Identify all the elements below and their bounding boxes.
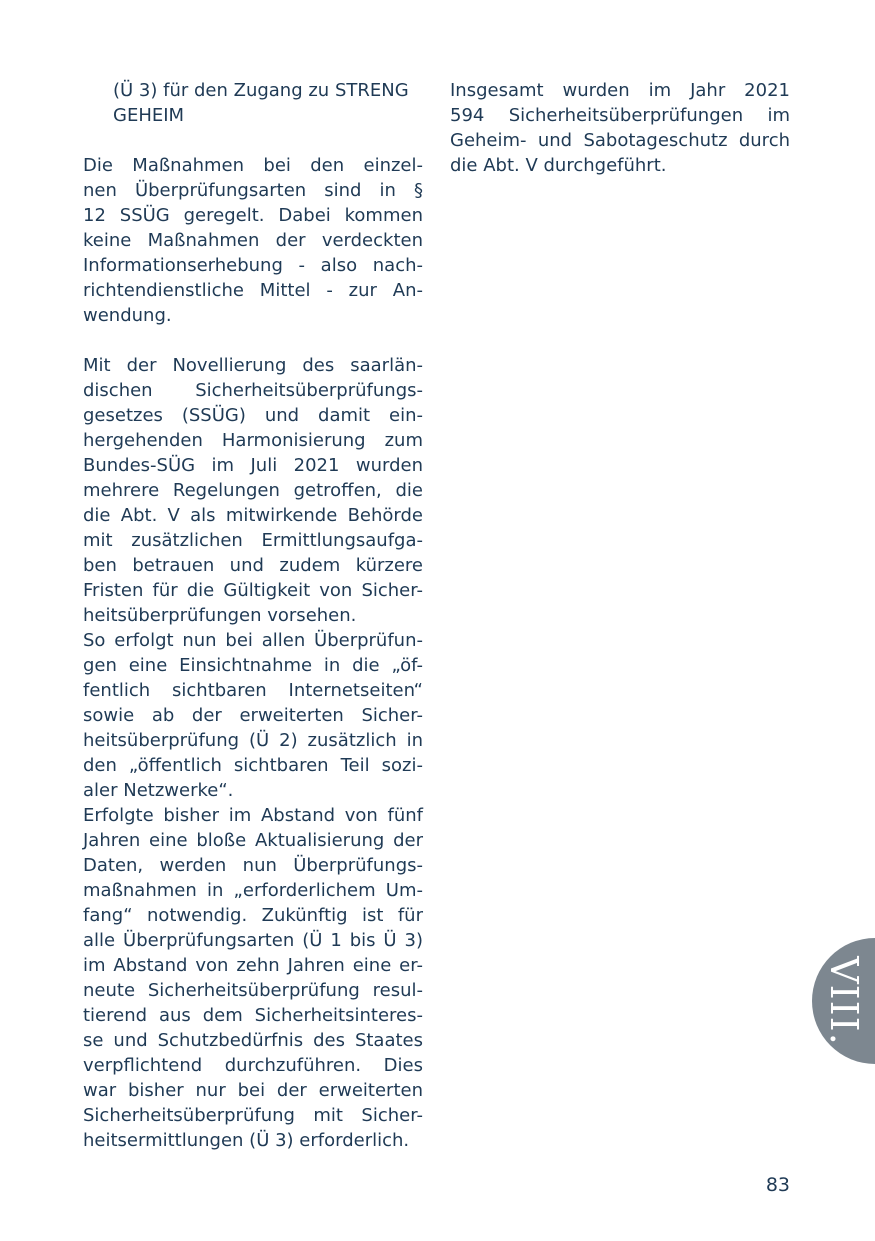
text-line: Daten, werden nun Überprüfungs- xyxy=(83,855,423,876)
chapter-label xyxy=(812,938,875,1064)
text-line: 594 Sicherheitsüberprüfungen im xyxy=(450,105,790,126)
text-line: tierend aus dem Sicherheitsinteres- xyxy=(83,1005,423,1026)
text-line: aler Netzwerke“. xyxy=(83,780,234,801)
text-line: Die Maßnahmen bei den einzel- xyxy=(83,155,423,176)
paragraph-measures xyxy=(83,153,423,328)
text-line: Informationserhebung - also nach- xyxy=(83,255,423,276)
paragraph-amendment xyxy=(83,353,423,628)
paragraph-intro-continuation xyxy=(83,78,423,128)
text-line: Geheim- und Sabotageschutz durch xyxy=(450,130,790,151)
text-line: fentlich sichtbaren Internetseiten“ xyxy=(83,680,423,701)
text-line: hergehenden Harmonisierung zum xyxy=(83,430,423,451)
text-line: (Ü 3) für den Zugang zu STRENG xyxy=(113,80,409,101)
text-line: Fristen für die Gültigkeit von Sicher- xyxy=(83,580,423,601)
text-line: GEHEIM xyxy=(113,105,185,126)
paragraph-internet-check xyxy=(83,628,423,803)
text-line: wendung. xyxy=(83,305,172,326)
text-line: se und Schutzbedürfnis des Staates xyxy=(83,1030,423,1051)
paragraph-repeat-check xyxy=(83,803,423,1153)
text-line: heitsermittlungen (Ü 3) erforderlich. xyxy=(83,1130,410,1151)
text-line: heitsüberprüfungen vorsehen. xyxy=(83,605,357,626)
left-column xyxy=(83,78,423,1153)
text-line: gesetzes (SSÜG) und damit ein- xyxy=(83,405,423,426)
text-line: richtendienstliche Mittel - zur An- xyxy=(83,280,423,301)
page-number: 83 xyxy=(765,1174,790,1196)
text-line: die Abt. V durchgeführt. xyxy=(450,155,667,176)
text-line: Sicherheitsüberprüfung mit Sicher- xyxy=(83,1105,423,1126)
text-line: 12 SSÜG geregelt. Dabei kommen xyxy=(83,205,423,226)
text-line: im Abstand von zehn Jahren eine er- xyxy=(83,955,423,976)
paragraph-total-checks xyxy=(450,78,790,178)
text-line: mit zusätzlichen Ermittlungsaufga- xyxy=(83,530,423,551)
text-line: Insgesamt wurden im Jahr 2021 xyxy=(450,80,790,101)
text-line: ben betrauen und zudem kürzere xyxy=(83,555,423,576)
right-column xyxy=(450,78,790,178)
text-line: Erfolgte bisher im Abstand von fünf xyxy=(83,805,423,826)
text-line: war bisher nur bei der erweiterten xyxy=(83,1080,423,1101)
text-line: nen Überprüfungsarten sind in § xyxy=(83,180,423,201)
text-line: Mit der Novellierung des saarlän- xyxy=(83,355,423,376)
text-line: So erfolgt nun bei allen Überprüfun- xyxy=(83,630,423,651)
text-line: neute Sicherheitsüberprüfung resul- xyxy=(83,980,423,1001)
text-line: keine Maßnahmen der verdeckten xyxy=(83,230,423,251)
text-line: den „öffentlich sichtbaren Teil sozi- xyxy=(83,755,423,776)
text-line: maßnahmen in „erforderlichem Um- xyxy=(83,880,423,901)
text-line: Bundes-SÜG im Juli 2021 wurden xyxy=(83,455,423,476)
text-line: heitsüberprüfung (Ü 2) zusätzlich in xyxy=(83,730,423,751)
text-line: sowie ab der erweiterten Sicher- xyxy=(83,705,423,726)
text-line: gen eine Einsichtnahme in die „öf- xyxy=(83,655,423,676)
chapter-label-text: VIII. xyxy=(821,956,866,1046)
text-line: verpflichtend durchzuführen. Dies xyxy=(83,1055,423,1076)
text-line: fang“ notwendig. Zukünftig ist für xyxy=(83,905,423,926)
text-line: die Abt. V als mitwirkende Behörde xyxy=(83,505,423,526)
text-line: mehrere Regelungen getroffen, die xyxy=(83,480,423,501)
text-line: alle Überprüfungsarten (Ü 1 bis Ü 3) xyxy=(83,930,423,951)
text-line: Jahren eine bloße Aktualisierung der xyxy=(83,830,423,851)
text-line: dischen Sicherheitsüberprüfungs- xyxy=(83,380,423,401)
